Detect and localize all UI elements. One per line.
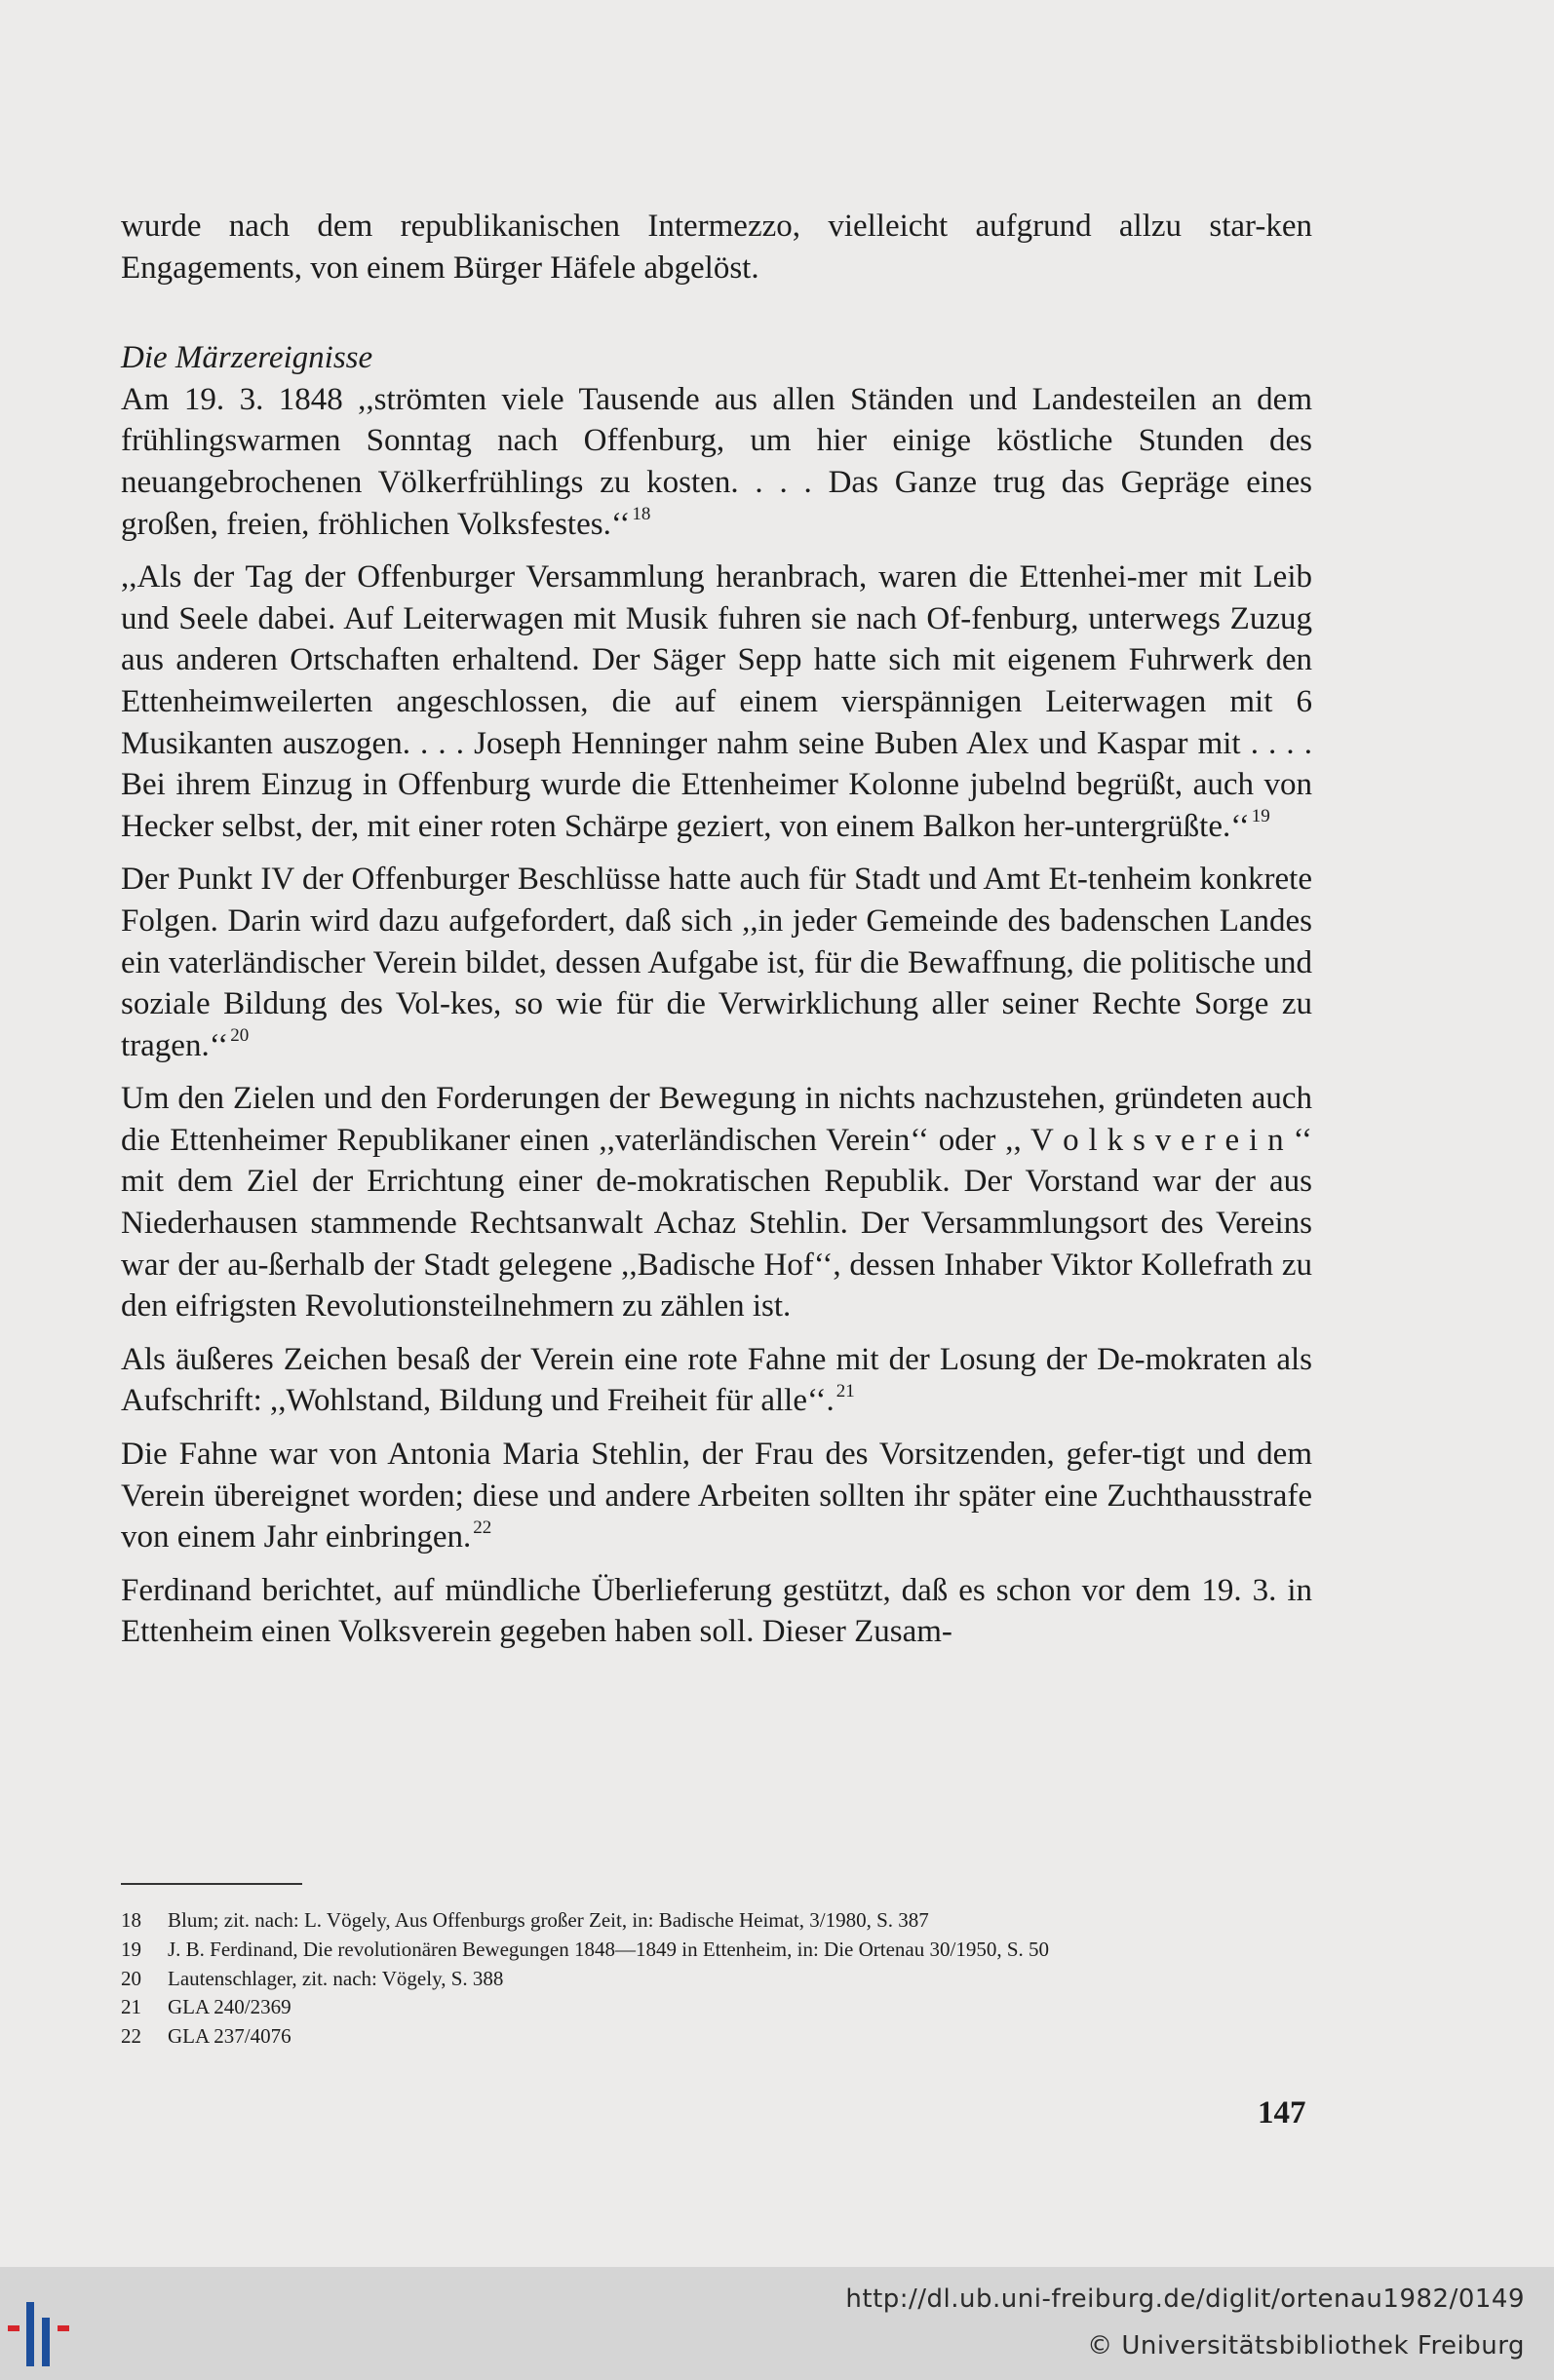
footnote-ref-18[interactable]: 18 (632, 504, 651, 525)
paragraph-2: ,,Als der Tag der Offenburger Versammlung heranbrach, waren die Ettenhei-mer mit Leib und Seele dabei. Auf Leiterwagen mit Musik fuhren sie nach Of-fenburg, unterwegs Zuzug aus anderen Ortschaften erhaltend. Der Säger Sepp hatte sich mit eigenem Fuhrwerk den Ettenheimweilerten angeschlossen, die auf einem vierspännigen Leiterwagen mit 6 Musikanten auszogen. . . . Joseph Henninger nahm seine Buben Alex und Kaspar mit . . . . Bei ihrem Einzug in Offenburg wurde die Ettenheimer Kolonne jubelnd begrüßt, auch von Hecker selbst, der, mit einer roten Schärpe geziert, von einem Balkon her-untergrüßte.‘‘ $^{19}$ (121, 559, 1312, 844)
footnote-22: 22 GLA 237/4076 (121, 2024, 291, 2049)
section-heading: Die Märzereignisse (121, 340, 373, 376)
paragraph-7: Ferdinand berichtet, auf mündliche Überlieferung gestützt, daß es schon vor dem 19. 3. in Ettenheim einen Volksverein gegeben haben soll. Dieser Zusam- (121, 1572, 1312, 1650)
main-text (121, 206, 1312, 1653)
footnote-20: 20 Lautenschlager, zit. nach: Vögely, S. 388 (121, 1966, 504, 1990)
permalink-url[interactable]: http://dl.ub.uni-freiburg.de/diglit/ortenau1982/0149 (845, 2284, 1525, 2314)
footnote-ref-22[interactable]: 22 (473, 1516, 492, 1538)
footnote-ref-20[interactable]: 20 (230, 1025, 250, 1047)
ub-freiburg-logo-icon[interactable] (0, 2267, 107, 2380)
paragraph-5: Als äußeres Zeichen besaß der Verein eine rote Fahne mit der Losung der De-mokraten als Aufschrift: ,,Wohlstand, Bildung und Freiheit für alle‘‘. $^{21}$ (121, 1341, 1312, 1419)
paragraph-1: Am 19. 3. 1848 ,,strömten viele Tausende aus allen Ständen und Landesteilen an dem frühlingswarmen Sonntag nach Offenburg, um hier einige köstliche Stunden des neuangebrochenen Völkerfrühlings zu kosten. . . . Das Ganze trug das Gepräge eines großen, freien, fröhlichen Volksfestes.‘‘ $^{18}$ (121, 381, 1312, 542)
paragraph-4: Um den Zielen und den Forderungen der Bewegung in nichts nachzustehen, gründeten auch die Ettenheimer Republikaner einen ,,vaterländischen Verein‘‘ oder ,, V o l k s v e r e i n ‘‘ mit dem Ziel der Errichtung einer de-mokratischen Republik. Der Vorstand war der aus Niederhausen stammende Rechtsanwalt Achaz Stehlin. Der Versammlungsort des Vereins war der au-ßerhalb der Stadt gelegene ,,Badische Hof‘‘, dessen Inhaber Viktor Kollefrath zu den eifrigsten Revolutionsteilnehmern zu zählen ist. (121, 1081, 1312, 1324)
paragraph-6: Die Fahne war von Antonia Maria Stehlin, der Frau des Vorsitzenden, gefer-tigt und dem Verein übereignet worden; diese und andere Arbeiten sollten ihr später eine Zuchthausstrafe von einem Jahr einbringen. $^{22}$ (121, 1437, 1312, 1555)
footnote-21: 21 GLA 240/2369 (121, 1995, 291, 2019)
page-number: 147 (1258, 2095, 1306, 2130)
paragraph-intro: wurde nach dem republikanischen Intermezzo, vielleicht aufgrund allzu star-ken Engagements, von einem Bürger Häfele abgelöst. (121, 209, 1312, 286)
copyright-notice: © Universitätsbibliothek Freiburg (1087, 2331, 1525, 2361)
footnote-divider (121, 1883, 302, 1885)
library-footer (0, 2267, 1554, 2380)
footnote-19: 19 J. B. Ferdinand, Die revolutionären Bewegungen 1848—1849 in Ettenheim, in: Die Ortenau 30/1950, S. 50 (121, 1937, 1050, 1961)
footnote-ref-19[interactable]: 19 (1251, 806, 1270, 827)
footnote-ref-21[interactable]: 21 (835, 1381, 855, 1402)
paragraph-3: Der Punkt IV der Offenburger Beschlüsse hatte auch für Stadt und Amt Et-tenheim konkrete Folgen. Darin wird dazu aufgefordert, daß sich ,,in jeder Gemeinde des badenschen Landes ein vaterländischer Verein bildet, dessen Aufgabe ist, für die Bewaffnung, die politische und soziale Bildung des Vol-kes, so wie für die Verwirklichung aller seiner Rechte Sorge zu tragen.‘‘ $^{20}$ (121, 862, 1312, 1063)
footnote-18: 18 Blum; zit. nach: L. Vögely, Aus Offenburgs großer Zeit, in: Badische Heimat, 3/1980, S. 387 (121, 1908, 929, 1932)
footnotes (121, 1906, 1320, 2052)
